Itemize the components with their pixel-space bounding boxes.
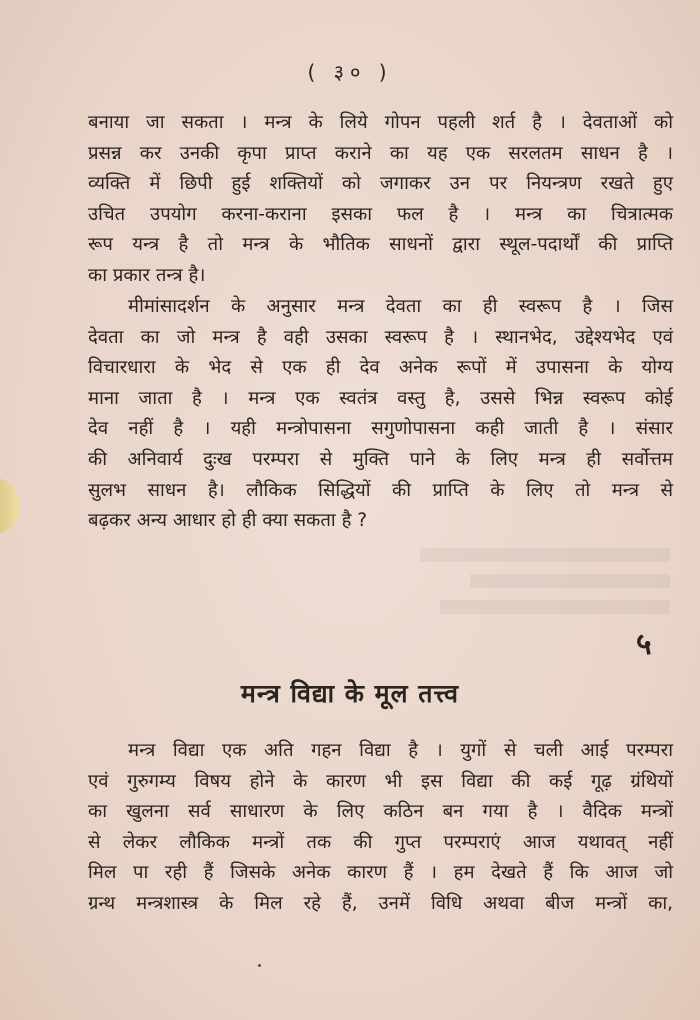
text-line: उचित उपयोग करना-कराना इसका फल है । मन्त्र का चित्रात्मक <box>88 203 673 225</box>
page-number: ( ३० ) <box>307 60 393 84</box>
text-line: की अनिवार्य दुःख परम्परा से मुक्ति पाने के लिए मन्त्र ही सर्वोत्तम <box>88 448 673 470</box>
paragraph-3 <box>88 736 673 920</box>
text-line: बनाया जा सकता । मन्त्र के लिये गोपन पहली शर्त है । देवताओं को <box>88 112 673 133</box>
text-line: सुलभ साधन है। लौकिक सिद्धियों की प्राप्ति के लिए तो मन्त्र से <box>88 479 673 501</box>
text-line: प्रसन्न कर उनकी कृपा प्राप्त कराने का यह एक सरलतम साधन है । <box>88 142 673 164</box>
text-line: से लेकर लौकिक मन्त्रों तक की गुप्त परम्पराएं आज यथावत् नहीं <box>88 831 673 853</box>
paragraph-1 <box>88 108 673 292</box>
text-line: रूप यन्त्र है तो मन्त्र के भौतिक साधनों द्वारा स्थूल-पदार्थों की प्राप्ति <box>88 234 673 256</box>
text-line: ग्रन्थ मन्त्रशास्त्र के मिल रहे हैं, उनमें विधि अथवा बीज मन्त्रों का, <box>88 892 673 914</box>
ink-speck <box>258 964 261 967</box>
text-line: मिल पा रही हैं जिसके अनेक कारण हैं । हम देखते हैं कि आज जो <box>88 862 673 884</box>
text-line: देव नहीं है । यही मन्त्रोपासना सगुणोपासना कही जाती है । संसार <box>88 418 673 440</box>
show-through-text <box>420 548 670 562</box>
text-line: व्यक्ति में छिपी हुई शक्तियों को जगाकर उन पर नियन्त्रण रखते हुए <box>88 173 673 195</box>
text-line: का प्रकार तन्त्र है। <box>88 264 206 286</box>
text-line: बढ़कर अन्य आधार हो ही क्या सकता है ? <box>88 510 368 532</box>
chapter-number: ५ <box>636 627 652 662</box>
text-line: देवता का जो मन्त्र है वही उसका स्वरूप है । स्थानभेद, उद्देश्यभेद एवं <box>88 326 673 348</box>
paragraph-2 <box>88 292 673 537</box>
chapter-title: मन्त्र विद्या के मूल तत्त्व <box>240 679 460 708</box>
text-line: एवं गुरुगम्य विषय होने के कारण भी इस विद्या की कई गूढ़ ग्रंथियों <box>88 770 673 792</box>
text-line: मीमांसादर्शन के अनुसार मन्त्र देवता का ही स्वरूप है । जिस <box>128 296 673 317</box>
show-through-text <box>470 574 670 588</box>
show-through-text <box>440 600 670 614</box>
text-line: मन्त्र विद्या एक अति गहन विद्या है । युगों से चली आई परम्परा <box>128 740 673 761</box>
text-line: का खुलना सर्व साधारण के लिए कठिन बन गया है । वैदिक मन्त्रों <box>88 801 673 823</box>
text-line: माना जाता है । मन्त्र एक स्वतंत्र वस्तु है, उससे भिन्न स्वरूप कोई <box>88 387 673 409</box>
page-edge-tab <box>0 478 20 534</box>
text-line: विचारधारा के भेद से एक ही देव अनेक रूपों में उपासना के योग्य <box>88 357 673 379</box>
